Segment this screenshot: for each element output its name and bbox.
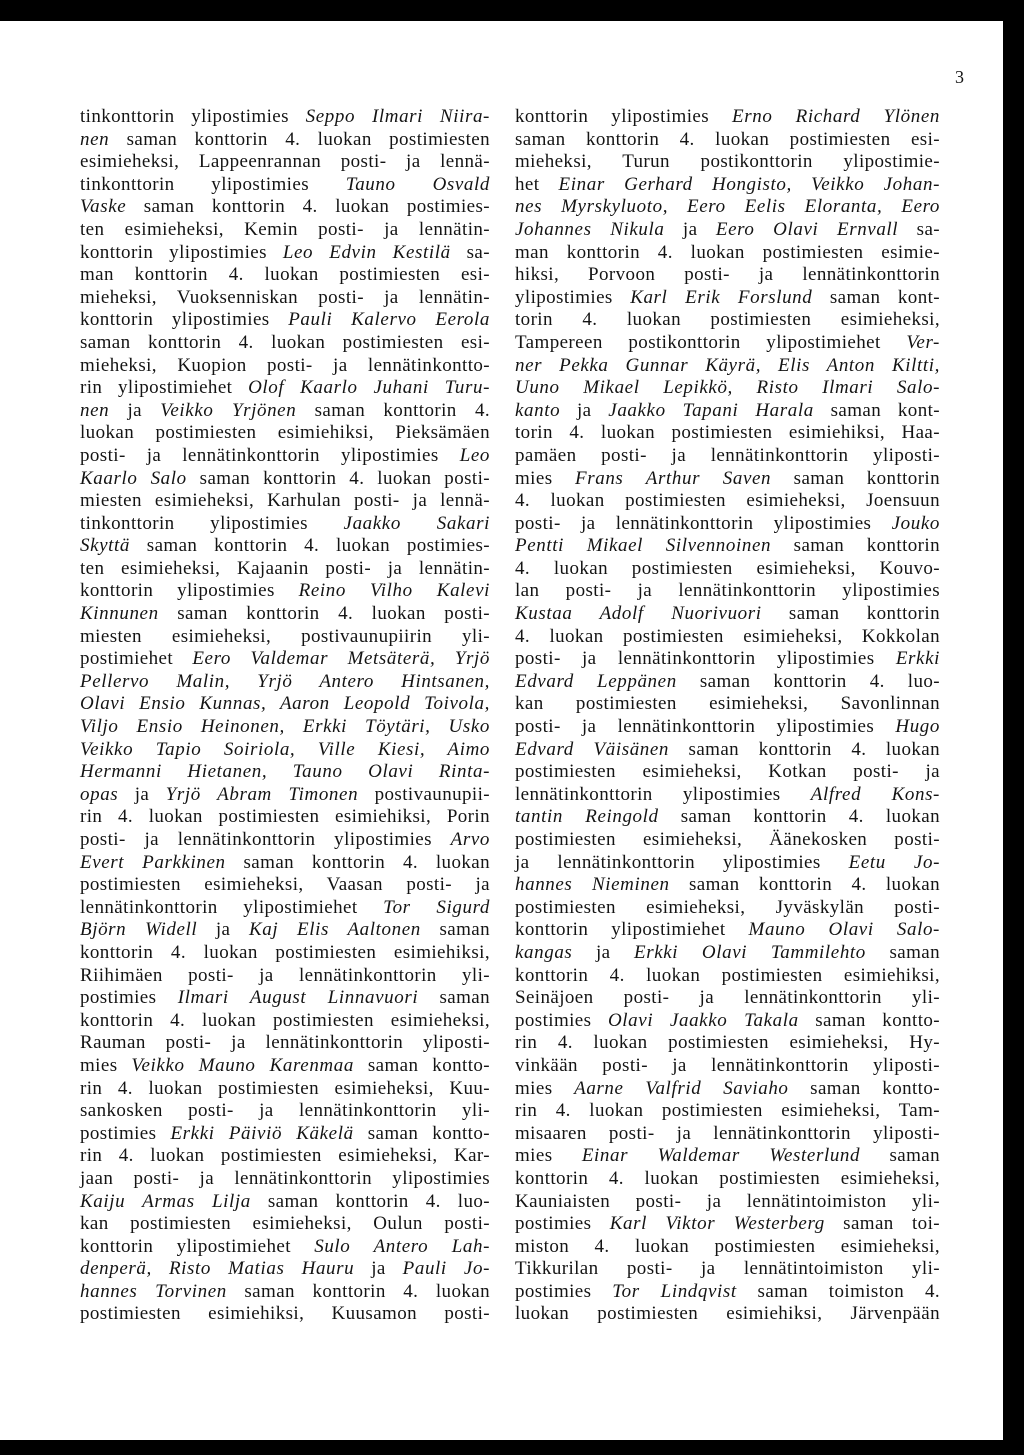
person-name: Kustaa Adolf Nuorivuori (515, 603, 762, 625)
text-run: ja (197, 919, 249, 941)
text-run: postimiesten esimieheksi, Kotkan posti- ja (515, 761, 940, 783)
text-line (80, 196, 490, 219)
text-line (515, 1258, 940, 1281)
text-run: saman toi- (824, 1213, 940, 1235)
text-line (515, 309, 940, 332)
person-name: nen (80, 399, 110, 421)
text-line (80, 1100, 490, 1123)
text-line (80, 558, 490, 581)
person-name: Einar Gerhard Hongisto, Veikko Johan- (558, 173, 941, 195)
person-name: Yrjö Abram Timonen (165, 783, 359, 805)
text-line (80, 377, 490, 400)
person-name: opas (80, 783, 119, 805)
person-name: Kinnunen (80, 603, 159, 625)
scan-border-bottom (0, 1440, 1024, 1455)
text-run: ten esimieheksi, Kemin posti- ja lennätin- (80, 218, 490, 240)
text-line (515, 648, 940, 671)
text-line (80, 1213, 490, 1236)
text-line (80, 897, 490, 920)
text-run: saman konttorin 4. luokan postimies- (126, 196, 490, 218)
text-line (80, 468, 490, 491)
text-run: 4. luokan postimiesten esimieheksi, Kouvo- (515, 557, 940, 579)
text-run: saman (418, 987, 490, 1009)
text-run: saman toimiston 4. (736, 1280, 940, 1302)
person-name: Kaj Elis Aaltonen (248, 919, 421, 941)
text-line (515, 1191, 940, 1214)
text-line (515, 987, 940, 1010)
text-line (515, 897, 940, 920)
text-run: saman konttorin 4. luokan (225, 851, 490, 873)
text-run: postimiehet (80, 648, 193, 670)
person-name: Erkki (895, 648, 940, 670)
person-name: Reino Vilho Kalevi (298, 580, 490, 602)
text-run: lan posti- ja lennätinkonttorin ylipostimies (515, 580, 940, 602)
text-line (515, 919, 940, 942)
text-line (515, 558, 940, 581)
text-run: saman konttorin 4. luokan (658, 806, 940, 828)
person-name: Ver- (906, 331, 940, 353)
page-number: 3 (955, 67, 964, 87)
text-run: konttorin ylipostimies (515, 106, 733, 127)
person-name: Erno Richard Ylönen (732, 106, 940, 127)
text-line (80, 1078, 490, 1101)
text-line (80, 513, 490, 536)
text-line (80, 1123, 490, 1146)
text-line (80, 761, 490, 784)
text-run: postimies (80, 1122, 171, 1144)
text-run: rin 4. luokan postimiesten esimieheksi, Kuu- (80, 1077, 490, 1099)
text-run: saman kontto- (353, 1054, 490, 1076)
text-line (515, 1145, 940, 1168)
text-line (80, 580, 490, 603)
text-line (515, 129, 940, 152)
text-line (80, 942, 490, 965)
text-run: Riihimäen posti- ja lennätinkonttorin yli- (80, 964, 490, 986)
text-run: postimiesten esimiehiksi, Kuusamon posti- (80, 1303, 490, 1325)
person-name: nen (80, 128, 110, 150)
text-line (515, 468, 940, 491)
text-line (515, 852, 940, 875)
text-run: postimies (80, 987, 178, 1009)
person-name: Jaakko Tapani Harala (608, 399, 814, 421)
text-run: Tampereen postikonttorin ylipostimiehet (515, 331, 907, 353)
text-run: luokan postimiesten esimiehiksi, Järvenpään (515, 1303, 940, 1325)
text-run: saman (865, 941, 940, 963)
person-name: Jouko (891, 512, 940, 534)
text-line (80, 332, 490, 355)
text-run: jaan posti- ja lennätinkonttorin ylipostimies (80, 1167, 490, 1189)
text-line (515, 1168, 940, 1191)
text-line (515, 671, 940, 694)
person-name: hannes Torvinen (80, 1280, 227, 1302)
text-run: saman konttorin (771, 535, 940, 557)
text-line (80, 287, 490, 310)
person-name: kanto (515, 399, 561, 421)
text-line (515, 445, 940, 468)
text-run: postimies (515, 1213, 610, 1235)
person-name: Eero Valdemar Metsäterä, Yrjö (192, 648, 490, 670)
text-line (80, 716, 490, 739)
text-run: mies (515, 1145, 582, 1167)
person-name: Pauli Kalervo Eerola (288, 309, 490, 331)
text-line (80, 309, 490, 332)
person-name: Arvo (450, 829, 490, 850)
person-name: Kaiju Armas Lilja (80, 1190, 251, 1212)
text-run: ja (560, 399, 609, 421)
person-name: Johannes Nikula (515, 218, 665, 240)
text-run: saman kontto- (788, 1077, 940, 1099)
text-line (515, 377, 940, 400)
text-run: tinkonttorin ylipostimies (80, 512, 344, 534)
person-name: Uuno Mikael Lepikkö, Risto Ilmari Salo- (515, 377, 940, 399)
person-name: Tor Sigurd (383, 896, 491, 918)
person-name: Veikko Yrjönen (160, 399, 297, 421)
text-run: saman kont- (813, 399, 941, 421)
text-run: tinkonttorin ylipostimies (80, 106, 306, 127)
text-line (515, 332, 940, 355)
text-run: man konttorin 4. luokan postimiesten esimie- (515, 241, 940, 263)
person-name: Evert Parkkinen (80, 851, 226, 873)
person-name: Eero Olavi Ernvall (715, 218, 899, 240)
text-line (515, 1213, 940, 1236)
text-run: mies (80, 1054, 132, 1076)
text-line (80, 355, 490, 378)
person-name: Olavi Ensio Kunnas, Aaron Leopold Toivola, (80, 693, 490, 715)
text-line (515, 1078, 940, 1101)
person-name: Alfred Kons- (810, 783, 940, 805)
person-name: Mauno Olavi Salo- (748, 919, 940, 941)
text-line (80, 242, 490, 265)
text-line (515, 1303, 940, 1326)
person-name: Eetu Jo- (848, 851, 940, 873)
text-line (515, 761, 940, 784)
text-run: rin 4. luokan postimiesten esimieheksi, Kar- (80, 1145, 490, 1167)
text-line (515, 1055, 940, 1078)
text-line (80, 490, 490, 513)
person-name: Hugo (895, 716, 940, 738)
text-run: posti- ja lennätinkonttorin ylipostimies (515, 716, 896, 738)
person-name: hannes Nieminen (515, 874, 670, 896)
person-name: Hermanni Hietanen, Tauno Olavi Rinta- (80, 761, 490, 783)
text-line (80, 1236, 490, 1259)
text-run: lennätinkonttorin ylipostimiehet (80, 896, 384, 918)
text-run: saman (420, 919, 490, 941)
text-run: posti- ja lennätinkonttorin ylipostimies (80, 444, 460, 466)
text-run: mies (515, 467, 576, 489)
text-run: saman konttorin 4. luokan postimiesten (109, 128, 490, 150)
text-run: miesten esimieheksi, postivaunupiirin yli- (80, 625, 490, 647)
person-name: Pentti Mikael Silvennoinen (515, 535, 772, 557)
text-line (515, 106, 940, 129)
text-line (515, 196, 940, 219)
text-line (515, 242, 940, 265)
text-line (80, 693, 490, 716)
person-name: Edvard Leppänen (515, 670, 677, 692)
text-line (515, 151, 940, 174)
text-line (515, 784, 940, 807)
text-line (515, 942, 940, 965)
text-run: 4. luokan postimiesten esimieheksi, Kokkolan (515, 625, 940, 647)
person-name: Kaarlo Salo (80, 467, 187, 489)
text-line (80, 1010, 490, 1033)
text-run: postimies (515, 1009, 608, 1031)
text-run: Tikkurilan posti- ja lennätintoimiston yli- (515, 1258, 940, 1280)
text-line (80, 648, 490, 671)
text-run: konttorin 4. luokan postimiesten esimiehiksi, (80, 941, 490, 963)
text-run: ja lennätinkonttorin ylipostimies (515, 851, 849, 873)
text-run: postimiesten esimieheksi, Jyväskylän posti- (515, 896, 940, 918)
text-run: hiksi, Porvoon posti- ja lennätinkonttorin (515, 264, 940, 286)
text-run: saman konttorin 4. luokan posti- (186, 467, 490, 489)
text-run: Seinäjoen posti- ja lennätinkonttorin yli- (515, 987, 940, 1009)
text-run: tinkonttorin ylipostimies (80, 173, 346, 195)
text-line (80, 1303, 490, 1326)
text-line (515, 739, 940, 762)
text-run: pamäen posti- ja lennätinkonttorin yliposti- (515, 444, 940, 466)
text-line (80, 1258, 490, 1281)
text-line (515, 513, 940, 536)
text-line (515, 355, 940, 378)
text-run: 4. luokan postimiesten esimieheksi, Joensuun (515, 490, 940, 512)
person-name: Viljo Ensio Heinonen, Erkki Töytäri, Usko (80, 716, 490, 738)
person-name: Sulo Antero Lah- (314, 1235, 490, 1257)
text-line (515, 400, 940, 423)
text-column-right (515, 106, 940, 1326)
person-name: Seppo Ilmari Niira- (305, 106, 490, 127)
text-run: misaaren posti- ja lennätinkonttorin yliposti- (515, 1122, 940, 1144)
text-run: saman konttorin 4. luokan postimies- (130, 535, 490, 557)
text-run: postimiesten esimieheksi, Vaasan posti- ja (80, 874, 490, 896)
text-run: kan postimiesten esimieheksi, Oulun posti- (80, 1213, 490, 1235)
text-run: lennätinkonttorin ylipostimies (515, 783, 811, 805)
text-line (515, 1010, 940, 1033)
text-run: postivaunupii- (358, 783, 490, 805)
text-line (80, 1191, 490, 1214)
person-name: Olavi Jaakko Takala (607, 1009, 799, 1031)
text-run: saman konttorin 4. luokan postimiesten esi- (80, 331, 490, 353)
text-line (80, 151, 490, 174)
person-name: Olof Kaarlo Juhani Turu- (248, 377, 490, 399)
text-line (80, 603, 490, 626)
text-run: saman kont- (812, 286, 940, 308)
text-run: vinkään posti- ja lennätinkonttorin yliposti- (515, 1054, 940, 1076)
text-line (80, 874, 490, 897)
text-line (515, 716, 940, 739)
text-line (80, 784, 490, 807)
scan-border-right (1003, 0, 1024, 1455)
person-name: denperä, Risto Matias Hauru (80, 1258, 355, 1280)
text-run: miston 4. luokan postimiesten esimieheksi, (515, 1235, 940, 1257)
text-run: mieheksi, Vuoksenniskan posti- ja lennätin- (80, 286, 490, 308)
text-line (515, 264, 940, 287)
person-name: Skyttä (80, 535, 131, 557)
person-name: Leo Edvin Kestilä (282, 241, 451, 263)
text-run: kan postimiesten esimieheksi, Savonlinnan (515, 693, 940, 715)
text-line (80, 806, 490, 829)
text-run: saman konttorin (761, 603, 940, 625)
text-run: mieheksi, Kuopion posti- ja lennätinkontto- (80, 354, 490, 376)
text-run: konttorin ylipostimies (80, 309, 289, 331)
person-name: Ilmari August Linnavuori (177, 987, 419, 1009)
text-run: ja (664, 218, 716, 240)
text-line (515, 829, 940, 852)
text-run: luokan postimiesten esimiehiksi, Pieksämäen (80, 422, 490, 444)
text-run: saman konttorin 4. luokan (669, 874, 940, 896)
person-name: Pellervo Malin, Yrjö Antero Hintsanen, (80, 670, 490, 692)
text-line (80, 1055, 490, 1078)
text-run: sankosken posti- ja lennätinkonttorin yli- (80, 1100, 490, 1122)
text-run: saman kontto- (353, 1122, 490, 1144)
text-run: ylipostimies (515, 286, 631, 308)
text-line (80, 264, 490, 287)
person-name: Björn Widell (80, 919, 198, 941)
text-line (80, 445, 490, 468)
text-run: rin ylipostimiehet (80, 377, 249, 399)
text-line (80, 852, 490, 875)
text-run: saman konttorin 4. luokan (669, 738, 940, 760)
text-run: sa- (450, 241, 490, 263)
text-run: saman konttorin 4. luokan posti- (158, 603, 490, 625)
text-line (515, 422, 940, 445)
text-run: ja (109, 399, 161, 421)
text-run: saman konttorin (771, 467, 941, 489)
text-line (515, 1032, 940, 1055)
person-name: Jaakko Sakari (343, 512, 490, 534)
text-run: mies (515, 1077, 575, 1099)
person-name: Edvard Väisänen (515, 738, 670, 760)
person-name: Pauli Jo- (402, 1258, 490, 1280)
text-run: miesten esimieheksi, Karhulan posti- ja lennä- (80, 490, 490, 512)
person-name: Tor Lindqvist (612, 1280, 737, 1302)
text-line (80, 1168, 490, 1191)
person-name: Einar Waldemar Westerlund (581, 1145, 861, 1167)
text-line (80, 987, 490, 1010)
text-line (80, 1032, 490, 1055)
text-line (80, 919, 490, 942)
text-line (515, 580, 940, 603)
person-name: nes Myrskyluoto, Eero Eelis Eloranta, Eero (515, 196, 940, 218)
text-run: posti- ja lennätinkonttorin ylipostimies (80, 829, 451, 850)
text-run: torin 4. luokan postimiesten esimiehiksi, Haa- (515, 422, 940, 444)
text-line (80, 219, 490, 242)
text-line (515, 626, 940, 649)
text-line (515, 806, 940, 829)
text-run: saman konttorin 4. luokan (226, 1280, 490, 1302)
text-run: torin 4. luokan postimiesten esimieheksi, (515, 309, 940, 331)
text-run: saman konttorin 4. luokan postimiesten esi- (515, 128, 940, 150)
text-run: konttorin ylipostimiehet (80, 1235, 315, 1257)
text-run: saman (860, 1145, 940, 1167)
text-run: ja (572, 941, 635, 963)
text-line (80, 174, 490, 197)
text-run: saman konttorin 4. luo- (250, 1190, 490, 1212)
person-name: tantin Reingold (515, 806, 659, 828)
text-run: konttorin 4. luokan postimiesten esimieheksi, (515, 1167, 940, 1189)
text-line (515, 1281, 940, 1304)
person-name: Karl Erik Forslund (630, 286, 813, 308)
person-name: Erkki Olavi Tammilehto (634, 941, 866, 963)
text-run: konttorin 4. luokan postimiesten esimiehiksi, (515, 964, 940, 986)
text-line (80, 106, 490, 129)
text-line (515, 965, 940, 988)
text-run: rin 4. luokan postimiesten esimieheksi, Hy- (515, 1032, 940, 1054)
text-run: Kauniaisten posti- ja lennätintoimiston yli- (515, 1190, 940, 1212)
text-run: rin 4. luokan postimiesten esimiehiksi, Porin (80, 806, 490, 828)
person-name: ner Pekka Gunnar Käyrä, Elis Anton Kiltti, (515, 354, 940, 376)
text-run: konttorin 4. luokan postimiesten esimieheksi, (80, 1009, 490, 1031)
person-name: kangas (515, 941, 573, 963)
text-line (515, 287, 940, 310)
text-line (80, 1145, 490, 1168)
text-line (515, 874, 940, 897)
person-name: Leo (459, 444, 490, 466)
text-run: Rauman posti- ja lennätinkonttorin yliposti- (80, 1032, 490, 1054)
text-line (80, 829, 490, 852)
text-run: konttorin ylipostimies (80, 241, 283, 263)
person-name: Aarne Valfrid Saviaho (574, 1077, 789, 1099)
text-line (80, 422, 490, 445)
text-run: postimies (515, 1280, 613, 1302)
text-line (515, 1100, 940, 1123)
text-line (80, 129, 490, 152)
text-line (515, 219, 940, 242)
text-run: mieheksi, Turun postikonttorin ylipostimie- (515, 151, 940, 173)
text-line (80, 739, 490, 762)
text-run: ja (354, 1258, 403, 1280)
text-run: posti- ja lennätinkonttorin ylipostimies (515, 512, 892, 534)
text-line (515, 174, 940, 197)
text-run: ten esimieheksi, Kajaanin posti- ja lennätin- (80, 557, 490, 579)
text-line (80, 400, 490, 423)
scan-border-top (0, 0, 1024, 21)
text-column-left (80, 106, 490, 1326)
text-run: ja (118, 783, 166, 805)
person-name: Tauno Osvald (345, 173, 490, 195)
text-line (80, 535, 490, 558)
text-run: sa- (898, 218, 940, 240)
text-line (80, 671, 490, 694)
text-run: esimieheksi, Lappeenrannan posti- ja lennä- (80, 151, 490, 173)
text-line (80, 1281, 490, 1304)
text-run: saman kontto- (798, 1009, 940, 1031)
person-name: Vaske (80, 196, 127, 218)
person-name: Erkki Päiviö Käkelä (170, 1122, 354, 1144)
text-line (515, 1236, 940, 1259)
text-line (515, 490, 940, 513)
person-name: Veikko Mauno Karenmaa (131, 1054, 354, 1076)
person-name: Frans Arthur Saven (575, 467, 772, 489)
text-run: konttorin ylipostimiehet (515, 919, 749, 941)
text-line (80, 626, 490, 649)
text-run: het (515, 173, 559, 195)
text-line (515, 693, 940, 716)
text-line (515, 603, 940, 626)
text-run: posti- ja lennätinkonttorin ylipostimies (515, 648, 896, 670)
text-run: konttorin ylipostimies (80, 580, 299, 602)
text-line (80, 965, 490, 988)
text-line (515, 535, 940, 558)
person-name: Karl Viktor Westerberg (609, 1213, 825, 1235)
text-run: postimiesten esimieheksi, Äänekosken posti- (515, 829, 940, 850)
text-line (515, 1123, 940, 1146)
person-name: Veikko Tapio Soiriola, Ville Kiesi, Aimo (80, 738, 490, 760)
text-run: saman konttorin 4. luo- (676, 670, 940, 692)
text-run: man konttorin 4. luokan postimiesten esi- (80, 264, 490, 286)
text-run: rin 4. luokan postimiesten esimieheksi, Tam- (515, 1100, 940, 1122)
text-run: saman konttorin 4. (296, 399, 490, 421)
